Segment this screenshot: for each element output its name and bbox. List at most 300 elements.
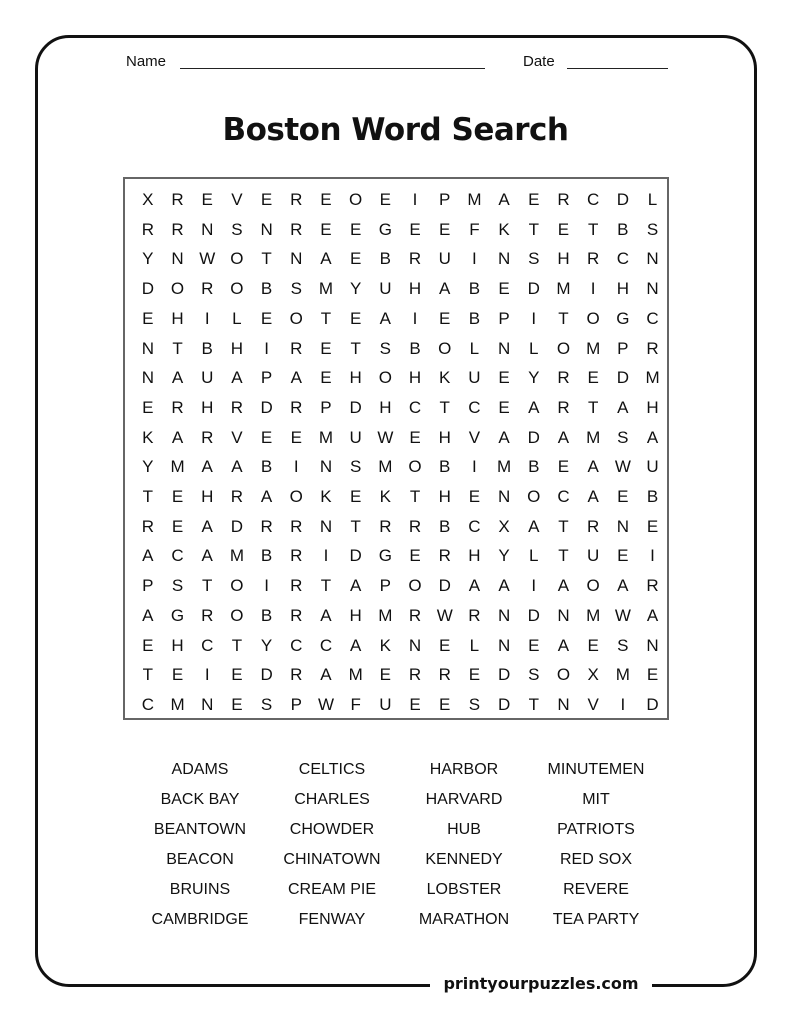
grid-cell[interactable]: Y [528, 368, 540, 388]
grid-cell[interactable]: P [260, 368, 273, 388]
grid-cell[interactable]: A [498, 190, 510, 209]
grid-cell[interactable]: T [587, 397, 599, 417]
grid-cell[interactable]: E [557, 457, 570, 477]
grid-cell[interactable]: M [586, 338, 601, 358]
grid-cell[interactable]: H [171, 308, 184, 328]
grid-cell[interactable]: E [142, 635, 154, 655]
grid-cell[interactable]: E [646, 516, 659, 536]
grid-cell[interactable]: Y [260, 635, 273, 655]
grid-cell[interactable]: E [617, 487, 629, 506]
grid-cell[interactable]: E [171, 516, 184, 536]
grid-cell[interactable]: A [349, 576, 362, 596]
grid-cell[interactable]: U [646, 457, 659, 477]
grid-cell[interactable]: H [349, 605, 362, 625]
grid-cell[interactable]: A [320, 249, 332, 269]
grid-cell[interactable]: O [586, 308, 600, 328]
grid-cell[interactable]: A [617, 576, 629, 596]
grid-cell[interactable]: T [558, 516, 569, 536]
grid-cell[interactable]: S [646, 219, 659, 239]
grid-cell[interactable]: C [141, 694, 154, 714]
grid-cell[interactable]: N [497, 635, 511, 655]
grid-cell[interactable]: R [290, 546, 303, 566]
grid-cell[interactable]: A [201, 457, 213, 477]
grid-cell[interactable]: A [498, 576, 510, 596]
grid-cell[interactable]: M [497, 457, 512, 477]
grid-cell[interactable]: E [557, 219, 570, 239]
grid-cell[interactable]: W [614, 457, 631, 477]
grid-cell[interactable]: E [349, 487, 362, 506]
grid-cell[interactable]: B [646, 487, 659, 506]
grid-cell[interactable]: O [586, 576, 600, 596]
date-field[interactable] [567, 68, 668, 69]
grid-cell[interactable]: O [230, 605, 244, 625]
grid-cell[interactable]: R [260, 516, 273, 536]
grid-cell[interactable]: O [349, 190, 363, 209]
grid-cell[interactable]: I [531, 308, 537, 328]
grid-cell[interactable]: U [379, 279, 392, 299]
grid-cell[interactable]: E [320, 368, 332, 388]
grid-cell[interactable]: T [409, 487, 421, 506]
grid-cell[interactable]: M [586, 427, 601, 447]
grid-cell[interactable]: O [230, 279, 244, 299]
grid-cell[interactable]: D [260, 665, 273, 685]
grid-cell[interactable]: D [646, 694, 659, 714]
grid-cell[interactable]: T [261, 249, 272, 269]
grid-cell[interactable]: E [498, 368, 510, 388]
grid-cell[interactable]: R [438, 665, 451, 685]
grid-cell[interactable]: N [497, 605, 511, 625]
grid-cell[interactable]: H [379, 397, 392, 417]
grid-cell[interactable]: O [408, 457, 422, 477]
grid-cell[interactable]: I [590, 279, 596, 299]
grid-cell[interactable]: U [587, 546, 600, 566]
grid-cell[interactable]: I [293, 457, 299, 477]
grid-cell[interactable]: D [527, 427, 540, 447]
grid-cell[interactable]: D [260, 397, 273, 417]
grid-cell[interactable]: O [378, 368, 392, 388]
grid-cell[interactable]: W [199, 249, 216, 269]
grid-cell[interactable]: I [620, 694, 626, 714]
grid-cell[interactable]: A [646, 605, 659, 625]
grid-cell[interactable]: D [497, 694, 511, 714]
grid-cell[interactable]: E [290, 427, 302, 447]
grid-cell[interactable]: H [230, 338, 244, 358]
grid-cell[interactable]: N [497, 249, 511, 269]
grid-cell[interactable]: T [202, 576, 213, 596]
grid-cell[interactable]: T [558, 546, 569, 566]
grid-cell[interactable]: I [323, 546, 329, 566]
grid-cell[interactable]: E [142, 308, 154, 328]
grid-cell[interactable]: K [439, 368, 451, 388]
grid-cell[interactable]: T [439, 397, 450, 417]
grid-cell[interactable]: E [171, 665, 184, 685]
grid-cell[interactable]: L [647, 190, 658, 209]
grid-cell[interactable]: A [201, 546, 213, 566]
grid-cell[interactable]: R [408, 665, 422, 685]
grid-cell[interactable]: T [320, 308, 332, 328]
grid-cell[interactable]: R [171, 190, 184, 209]
grid-cell[interactable]: M [348, 665, 363, 685]
grid-cell[interactable]: R [557, 368, 570, 388]
grid-cell[interactable]: D [616, 190, 629, 209]
grid-cell[interactable]: C [557, 487, 570, 506]
grid-cell[interactable]: T [587, 219, 599, 239]
grid-cell[interactable]: E [498, 397, 510, 417]
grid-cell[interactable]: A [349, 635, 362, 655]
grid-cell[interactable]: E [409, 546, 421, 566]
grid-cell[interactable]: A [231, 368, 243, 388]
grid-cell[interactable]: S [231, 219, 243, 239]
grid-cell[interactable]: A [587, 487, 599, 506]
grid-cell[interactable]: I [204, 665, 210, 685]
grid-cell[interactable]: O [170, 279, 185, 299]
grid-cell[interactable]: Y [349, 279, 362, 299]
grid-cell[interactable]: R [290, 219, 303, 239]
grid-cell[interactable]: C [616, 249, 629, 269]
grid-cell[interactable]: S [260, 694, 273, 714]
grid-cell[interactable]: N [646, 279, 659, 299]
grid-cell[interactable]: A [142, 605, 154, 625]
grid-cell[interactable]: R [290, 665, 303, 685]
grid-cell[interactable]: D [527, 605, 540, 625]
grid-cell[interactable]: E [646, 665, 659, 685]
grid-cell[interactable]: D [497, 665, 511, 685]
grid-cell[interactable]: L [469, 338, 480, 358]
grid-cell[interactable]: N [290, 249, 303, 269]
grid-cell[interactable]: S [528, 249, 540, 269]
grid-cell[interactable]: S [349, 457, 362, 477]
grid-cell[interactable]: G [616, 308, 630, 328]
grid-cell[interactable]: X [142, 190, 154, 209]
grid-cell[interactable]: S [290, 279, 302, 299]
grid-cell[interactable]: A [320, 665, 332, 685]
grid-cell[interactable]: M [645, 368, 660, 388]
grid-cell[interactable]: N [141, 368, 154, 388]
grid-cell[interactable]: R [290, 190, 303, 209]
grid-cell[interactable]: H [171, 635, 184, 655]
grid-cell[interactable]: I [650, 546, 655, 566]
grid-cell[interactable]: E [349, 249, 362, 269]
grid-cell[interactable]: E [379, 190, 392, 209]
grid-cell[interactable]: A [439, 279, 451, 299]
grid-cell[interactable]: M [318, 279, 334, 299]
grid-cell[interactable]: B [439, 457, 451, 477]
grid-cell[interactable]: U [379, 694, 392, 714]
grid-cell[interactable]: A [498, 427, 510, 447]
grid-cell[interactable]: O [556, 338, 571, 358]
grid-cell[interactable]: X [498, 516, 510, 536]
grid-cell[interactable]: E [528, 635, 540, 655]
grid-cell[interactable]: R [201, 279, 214, 299]
grid-cell[interactable]: U [438, 249, 451, 269]
grid-cell[interactable]: D [438, 576, 451, 596]
grid-cell[interactable]: T [528, 694, 539, 714]
grid-cell[interactable]: G [378, 219, 392, 239]
grid-cell[interactable]: E [439, 219, 451, 239]
grid-cell[interactable]: E [201, 190, 213, 209]
grid-cell[interactable]: E [439, 635, 451, 655]
grid-cell[interactable]: R [290, 576, 303, 596]
grid-cell[interactable]: R [468, 605, 481, 625]
grid-cell[interactable]: A [171, 427, 184, 447]
grid-cell[interactable]: R [646, 338, 659, 358]
grid-cell[interactable]: N [616, 516, 629, 536]
grid-cell[interactable]: M [615, 665, 630, 685]
grid-cell[interactable]: B [260, 457, 273, 477]
grid-cell[interactable]: E [468, 487, 481, 506]
grid-cell[interactable]: R [408, 516, 422, 536]
grid-cell[interactable]: C [201, 635, 214, 655]
grid-cell[interactable]: T [558, 308, 569, 328]
grid-cell[interactable]: M [170, 457, 185, 477]
grid-cell[interactable]: R [379, 516, 392, 536]
grid-cell[interactable]: R [408, 605, 422, 625]
grid-cell[interactable]: R [171, 219, 184, 239]
grid-cell[interactable]: B [260, 546, 273, 566]
grid-cell[interactable]: E [142, 397, 154, 417]
grid-cell[interactable]: N [557, 605, 570, 625]
grid-cell[interactable]: W [317, 694, 334, 714]
grid-cell[interactable]: A [468, 576, 481, 596]
grid-cell[interactable]: T [142, 665, 154, 685]
grid-cell[interactable]: B [439, 516, 451, 536]
grid-cell[interactable]: R [201, 605, 214, 625]
grid-cell[interactable]: I [412, 308, 418, 328]
grid-cell[interactable]: W [377, 427, 394, 447]
grid-cell[interactable]: H [438, 487, 451, 506]
grid-cell[interactable]: N [497, 338, 511, 358]
grid-cell[interactable]: E [617, 546, 629, 566]
grid-cell[interactable]: I [412, 190, 418, 209]
grid-cell[interactable]: H [468, 546, 481, 566]
grid-cell[interactable]: E [409, 694, 421, 714]
grid-cell[interactable]: T [350, 516, 361, 536]
grid-cell[interactable]: U [201, 368, 214, 388]
grid-cell[interactable]: O [438, 338, 452, 358]
grid-cell[interactable]: T [320, 576, 332, 596]
grid-cell[interactable]: I [472, 457, 477, 477]
grid-cell[interactable]: A [557, 635, 570, 655]
grid-cell[interactable]: B [379, 249, 392, 269]
grid-cell[interactable]: M [229, 546, 244, 566]
grid-cell[interactable]: M [378, 605, 393, 625]
grid-cell[interactable]: N [260, 219, 273, 239]
grid-cell[interactable]: E [528, 190, 540, 209]
grid-cell[interactable]: I [264, 338, 269, 358]
grid-cell[interactable]: Y [142, 457, 154, 477]
grid-cell[interactable]: E [409, 427, 421, 447]
grid-cell[interactable]: A [231, 457, 243, 477]
grid-cell[interactable]: T [172, 338, 183, 358]
grid-cell[interactable]: O [408, 576, 422, 596]
grid-cell[interactable]: M [170, 694, 185, 714]
grid-cell[interactable]: R [646, 576, 659, 596]
grid-cell[interactable]: F [350, 694, 361, 714]
grid-cell[interactable]: W [436, 605, 453, 625]
grid-cell[interactable]: A [379, 308, 392, 328]
grid-cell[interactable]: N [201, 219, 214, 239]
grid-cell[interactable]: T [350, 338, 361, 358]
grid-cell[interactable]: E [468, 665, 481, 685]
grid-cell[interactable]: I [204, 308, 210, 328]
grid-cell[interactable]: B [409, 338, 421, 358]
grid-cell[interactable]: W [614, 605, 631, 625]
grid-cell[interactable]: S [468, 694, 481, 714]
grid-cell[interactable]: N [497, 487, 511, 506]
grid-cell[interactable]: A [587, 457, 599, 477]
grid-cell[interactable]: N [141, 338, 154, 358]
grid-cell[interactable]: O [289, 487, 303, 506]
grid-cell[interactable]: A [646, 427, 659, 447]
grid-cell[interactable]: F [469, 219, 480, 239]
grid-cell[interactable]: O [556, 665, 571, 685]
grid-cell[interactable]: S [617, 427, 629, 447]
grid-cell[interactable]: E [439, 694, 451, 714]
grid-cell[interactable]: V [587, 694, 599, 714]
grid-cell[interactable]: R [557, 190, 570, 209]
grid-cell[interactable]: A [557, 576, 570, 596]
grid-cell[interactable]: H [646, 397, 659, 417]
grid-cell[interactable]: T [142, 487, 154, 506]
grid-cell[interactable]: R [290, 605, 303, 625]
grid-cell[interactable]: E [260, 190, 273, 209]
grid-cell[interactable]: A [260, 487, 273, 506]
grid-cell[interactable]: R [587, 249, 600, 269]
grid-cell[interactable]: C [408, 397, 422, 417]
grid-cell[interactable]: D [349, 397, 362, 417]
grid-cell[interactable]: I [531, 576, 537, 596]
grid-cell[interactable]: P [617, 338, 629, 358]
grid-cell[interactable]: N [201, 694, 214, 714]
grid-cell[interactable]: N [646, 635, 659, 655]
grid-cell[interactable]: A [142, 546, 154, 566]
grid-cell[interactable]: E [379, 665, 392, 685]
grid-cell[interactable]: T [231, 635, 243, 655]
grid-cell[interactable]: L [529, 546, 539, 566]
grid-cell[interactable]: V [468, 427, 481, 447]
grid-cell[interactable]: P [379, 576, 392, 596]
grid-cell[interactable]: B [528, 457, 540, 477]
grid-cell[interactable]: E [439, 308, 451, 328]
grid-cell[interactable]: R [290, 338, 303, 358]
grid-cell[interactable]: K [320, 487, 332, 506]
grid-cell[interactable]: I [472, 249, 477, 269]
grid-cell[interactable]: O [230, 249, 244, 269]
grid-cell[interactable]: P [498, 308, 510, 328]
grid-cell[interactable]: B [260, 279, 273, 299]
grid-cell[interactable]: C [646, 308, 659, 328]
grid-cell[interactable]: K [379, 635, 392, 655]
grid-cell[interactable]: N [557, 694, 570, 714]
grid-cell[interactable]: A [201, 516, 213, 536]
grid-cell[interactable]: A [320, 605, 332, 625]
grid-cell[interactable]: T [528, 219, 539, 239]
grid-cell[interactable]: R [141, 219, 154, 239]
grid-cell[interactable]: G [378, 546, 392, 566]
grid-cell[interactable]: H [201, 487, 214, 506]
grid-cell[interactable]: H [616, 279, 629, 299]
grid-cell[interactable]: A [171, 368, 184, 388]
grid-cell[interactable]: E [171, 487, 184, 506]
grid-cell[interactable]: C [468, 397, 481, 417]
grid-cell[interactable]: M [467, 190, 482, 209]
grid-cell[interactable]: P [439, 190, 451, 209]
grid-cell[interactable]: M [318, 427, 334, 447]
grid-cell[interactable]: O [527, 487, 541, 506]
grid-cell[interactable]: E [409, 219, 421, 239]
grid-cell[interactable]: R [557, 397, 570, 417]
grid-cell[interactable]: N [171, 249, 184, 269]
grid-cell[interactable]: M [556, 279, 571, 299]
grid-cell[interactable]: S [617, 635, 629, 655]
grid-cell[interactable]: B [617, 219, 629, 239]
grid-cell[interactable]: E [349, 219, 362, 239]
grid-cell[interactable]: A [528, 397, 540, 417]
grid-cell[interactable]: A [528, 516, 540, 536]
grid-cell[interactable]: L [469, 635, 480, 655]
grid-cell[interactable]: R [201, 427, 214, 447]
grid-cell[interactable]: V [231, 427, 243, 447]
grid-cell[interactable]: H [349, 368, 362, 388]
grid-cell[interactable]: E [320, 338, 332, 358]
grid-cell[interactable]: K [142, 427, 154, 447]
grid-cell[interactable]: K [379, 487, 392, 506]
grid-cell[interactable]: O [230, 576, 244, 596]
grid-cell[interactable]: D [230, 516, 244, 536]
grid-cell[interactable]: N [646, 249, 659, 269]
grid-cell[interactable]: R [230, 487, 244, 506]
grid-cell[interactable]: B [260, 605, 273, 625]
grid-cell[interactable]: E [587, 368, 599, 388]
grid-cell[interactable]: H [408, 279, 422, 299]
grid-cell[interactable]: N [319, 516, 333, 536]
grid-cell[interactable]: H [408, 368, 422, 388]
grid-cell[interactable]: G [170, 605, 185, 625]
grid-cell[interactable]: E [498, 279, 510, 299]
grid-cell[interactable]: Y [498, 546, 510, 566]
grid-cell[interactable]: H [438, 427, 451, 447]
grid-cell[interactable]: B [468, 279, 481, 299]
grid-cell[interactable]: M [378, 457, 393, 477]
grid-cell[interactable]: R [587, 516, 600, 536]
grid-cell[interactable]: X [587, 665, 599, 685]
grid-cell[interactable]: B [201, 338, 213, 358]
grid-cell[interactable]: D [349, 546, 362, 566]
grid-cell[interactable]: A [617, 397, 629, 417]
grid-cell[interactable]: M [586, 605, 601, 625]
grid-cell[interactable]: E [349, 308, 362, 328]
grid-cell[interactable]: A [290, 368, 302, 388]
grid-cell[interactable]: E [231, 665, 243, 685]
grid-cell[interactable]: K [498, 219, 510, 239]
grid-cell[interactable]: O [289, 308, 303, 328]
grid-cell[interactable]: E [260, 427, 273, 447]
grid-cell[interactable]: V [231, 190, 243, 209]
grid-cell[interactable]: H [557, 249, 570, 269]
grid-cell[interactable]: R [141, 516, 154, 536]
grid-cell[interactable]: P [142, 576, 154, 596]
grid-cell[interactable]: Y [142, 249, 154, 269]
grid-cell[interactable]: A [557, 427, 570, 447]
grid-cell[interactable]: C [587, 190, 600, 209]
grid-cell[interactable]: H [201, 397, 214, 417]
grid-cell[interactable]: N [319, 457, 333, 477]
grid-cell[interactable]: R [290, 397, 303, 417]
grid-cell[interactable]: R [408, 249, 422, 269]
grid-cell[interactable]: R [438, 546, 451, 566]
grid-cell[interactable]: R [171, 397, 184, 417]
grid-cell[interactable]: E [320, 190, 332, 209]
